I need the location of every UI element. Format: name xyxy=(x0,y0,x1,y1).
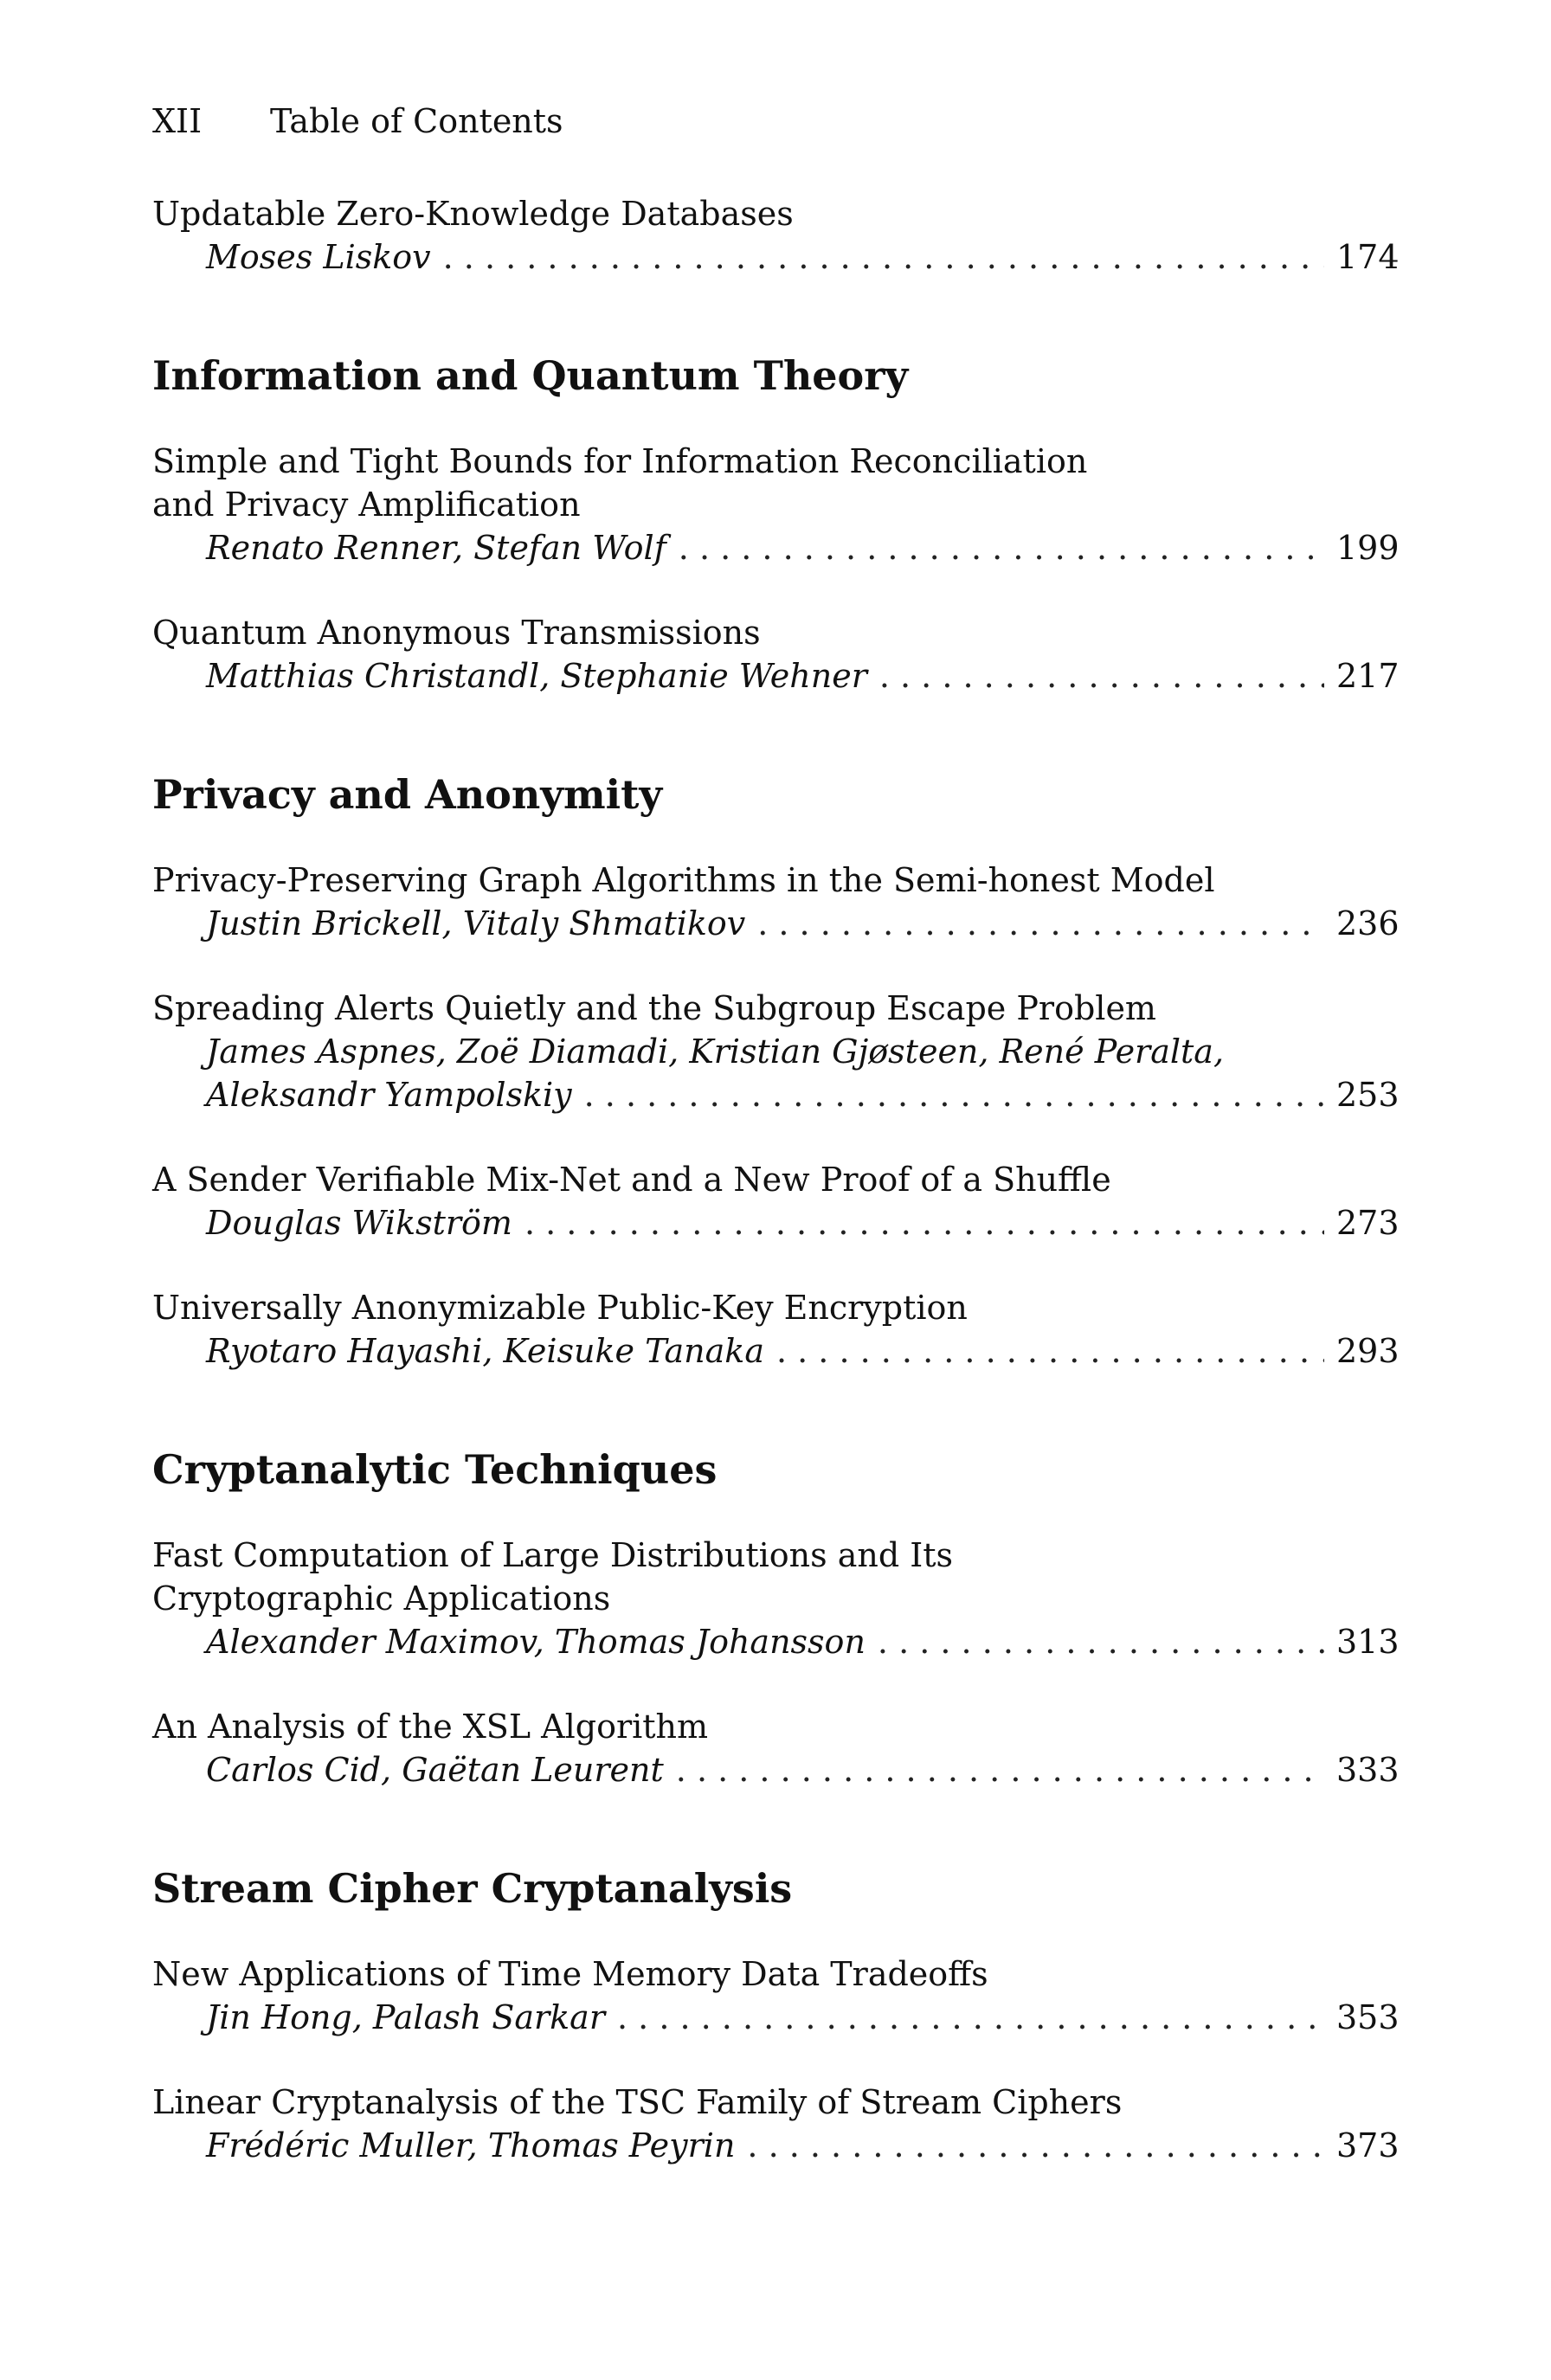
entry-page: 353 xyxy=(1336,1998,1400,2036)
entry-authors-line xyxy=(152,1748,1399,1791)
toc-entry xyxy=(152,1534,1399,1663)
toc-entry xyxy=(152,611,1399,698)
section-heading: Stream Cipher Cryptanalysis xyxy=(152,1865,793,1912)
entry-authors: Moses Liskov xyxy=(206,238,431,276)
entry-authors-line xyxy=(152,526,1399,569)
dot-leader xyxy=(525,1201,1324,1245)
entry-title: Spreading Alerts Quietly and the Subgroup Escape Problem xyxy=(152,989,1156,1027)
entry-page: 253 xyxy=(1336,1076,1400,1114)
dot-leader xyxy=(617,1996,1324,2039)
entry-page: 217 xyxy=(1336,657,1400,695)
entry-title: New Applications of Time Memory Data Tradeoffs xyxy=(152,1955,988,1993)
section-heading: Privacy and Anonymity xyxy=(152,771,663,818)
toc-entry xyxy=(152,859,1399,945)
entry-authors: Aleksandr Yampolskiy xyxy=(206,1076,572,1114)
dot-leader xyxy=(879,654,1324,698)
entry-title: Updatable Zero-Knowledge Databases xyxy=(152,195,794,233)
header-page-number: XII xyxy=(152,102,203,140)
entry-authors-line xyxy=(152,1329,1399,1373)
toc-entry xyxy=(152,192,1399,279)
toc-entry xyxy=(152,1286,1399,1373)
toc-entry xyxy=(152,2081,1399,2167)
dot-leader xyxy=(679,526,1324,569)
entry-title: An Analysis of the XSL Algorithm xyxy=(152,1708,709,1746)
entry-authors: Ryotaro Hayashi, Keisuke Tanaka xyxy=(206,1332,764,1370)
entry-authors: Justin Brickell, Vitaly Shmatikov xyxy=(206,904,746,942)
dot-leader xyxy=(747,2124,1324,2167)
entry-title-cont: and Privacy Amplification xyxy=(152,486,581,524)
toc-entry xyxy=(152,1158,1399,1245)
header-title: Table of Contents xyxy=(270,102,563,140)
dot-leader xyxy=(584,1073,1324,1116)
toc-entry xyxy=(152,440,1399,569)
table-of-contents xyxy=(152,192,1399,2167)
entry-page: 199 xyxy=(1336,529,1400,567)
entry-title: Simple and Tight Bounds for Information Reconciliation xyxy=(152,442,1088,480)
entry-authors: Alexander Maximov, Thomas Johansson xyxy=(206,1623,866,1661)
entry-title-cont: Cryptographic Applications xyxy=(152,1579,611,1618)
entry-title: Linear Cryptanalysis of the TSC Family of Stream Ciphers xyxy=(152,2083,1123,2121)
entry-page: 333 xyxy=(1336,1751,1400,1789)
entry-authors: Frédéric Muller, Thomas Peyrin xyxy=(206,2126,736,2165)
entry-page: 373 xyxy=(1336,2126,1400,2165)
dot-leader xyxy=(443,235,1324,279)
entry-authors-line xyxy=(152,2124,1399,2167)
entry-authors-line xyxy=(152,654,1399,698)
entry-authors: Carlos Cid, Gaëtan Leurent xyxy=(206,1751,664,1789)
dot-leader xyxy=(878,1620,1324,1663)
section-heading: Information and Quantum Theory xyxy=(152,352,909,399)
entry-title: Privacy-Preserving Graph Algorithms in the Semi-honest Model xyxy=(152,861,1215,899)
entry-page: 174 xyxy=(1336,238,1400,276)
entry-authors: Douglas Wikström xyxy=(206,1204,512,1242)
entry-page: 273 xyxy=(1336,1204,1400,1242)
section-heading: Cryptanalytic Techniques xyxy=(152,1446,718,1493)
entry-page: 313 xyxy=(1336,1623,1400,1661)
entry-authors: Matthias Christandl, Stephanie Wehner xyxy=(206,657,867,695)
dot-leader xyxy=(776,1329,1324,1373)
entry-authors-line xyxy=(152,235,1399,279)
entry-authors-line xyxy=(152,1201,1399,1245)
entry-authors-cont: James Aspnes, Zoë Diamadi, Kristian Gjøsteen, René Peralta, xyxy=(206,1032,1225,1071)
entry-authors-line xyxy=(152,1073,1399,1116)
entry-page: 236 xyxy=(1336,904,1400,942)
toc-entry xyxy=(152,1952,1399,2039)
entry-title: Fast Computation of Large Distributions and Its xyxy=(152,1536,954,1574)
running-header xyxy=(152,100,563,142)
entry-authors: Renato Renner, Stefan Wolf xyxy=(206,529,666,567)
entry-page: 293 xyxy=(1336,1332,1400,1370)
dot-leader xyxy=(757,902,1324,945)
entry-authors-line xyxy=(152,1996,1399,2039)
toc-entry xyxy=(152,1705,1399,1791)
entry-authors-line xyxy=(152,902,1399,945)
entry-title: Quantum Anonymous Transmissions xyxy=(152,614,761,652)
dot-leader xyxy=(676,1748,1324,1791)
entry-authors-line xyxy=(152,1620,1399,1663)
toc-entry xyxy=(152,987,1399,1116)
entry-title: Universally Anonymizable Public-Key Encryption xyxy=(152,1289,968,1327)
entry-authors: Jin Hong, Palash Sarkar xyxy=(206,1998,605,2036)
entry-title: A Sender Verifiable Mix-Net and a New Proof of a Shuffle xyxy=(152,1161,1111,1199)
